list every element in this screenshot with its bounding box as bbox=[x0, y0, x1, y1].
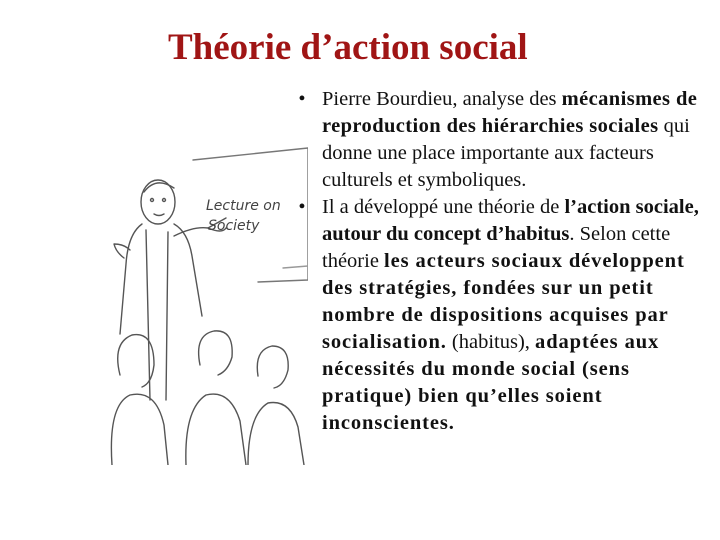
bullet-2-text-e: (habitus), bbox=[446, 331, 536, 353]
bullet-list bbox=[292, 86, 712, 437]
bullet-2-text-bold-1: l’action sociale, autour du concept d’habitus bbox=[322, 196, 699, 245]
bullet-item-2 bbox=[292, 194, 712, 437]
bullet-1-text-a: Pierre Bourdieu, analyse des bbox=[322, 88, 562, 110]
bullet-marker: • bbox=[298, 88, 306, 110]
board-text-line-2: Society bbox=[208, 218, 260, 234]
bullet-2-text-c: . Selon cette théorie bbox=[322, 223, 671, 272]
bullet-2-text-a: Il a développé une théorie de bbox=[322, 196, 565, 218]
bullet-2-text-bold-3: adaptées aux nécessités du monde social (sens pratique) bien qu’elles soient inconscientes. bbox=[322, 331, 660, 434]
bullet-1-text-bold: mécanismes de reproduction des hiérarchies sociales bbox=[322, 88, 698, 137]
bullet-2-text-bold-2: les acteurs sociaux développent des stratégies, fondées sur un petit nombre de dispositions acquises par socialisation. bbox=[322, 250, 685, 353]
board-text-line-1: Lecture on bbox=[206, 198, 281, 214]
page-title: Théorie d’action social bbox=[168, 27, 528, 68]
lecturer-sketch-icon bbox=[108, 140, 308, 465]
bullet-marker: • bbox=[298, 196, 306, 218]
bullet-item-1 bbox=[292, 86, 712, 194]
bullet-1-text-c: qui donne une place importante aux facteurs culturels et symboliques. bbox=[322, 115, 690, 191]
